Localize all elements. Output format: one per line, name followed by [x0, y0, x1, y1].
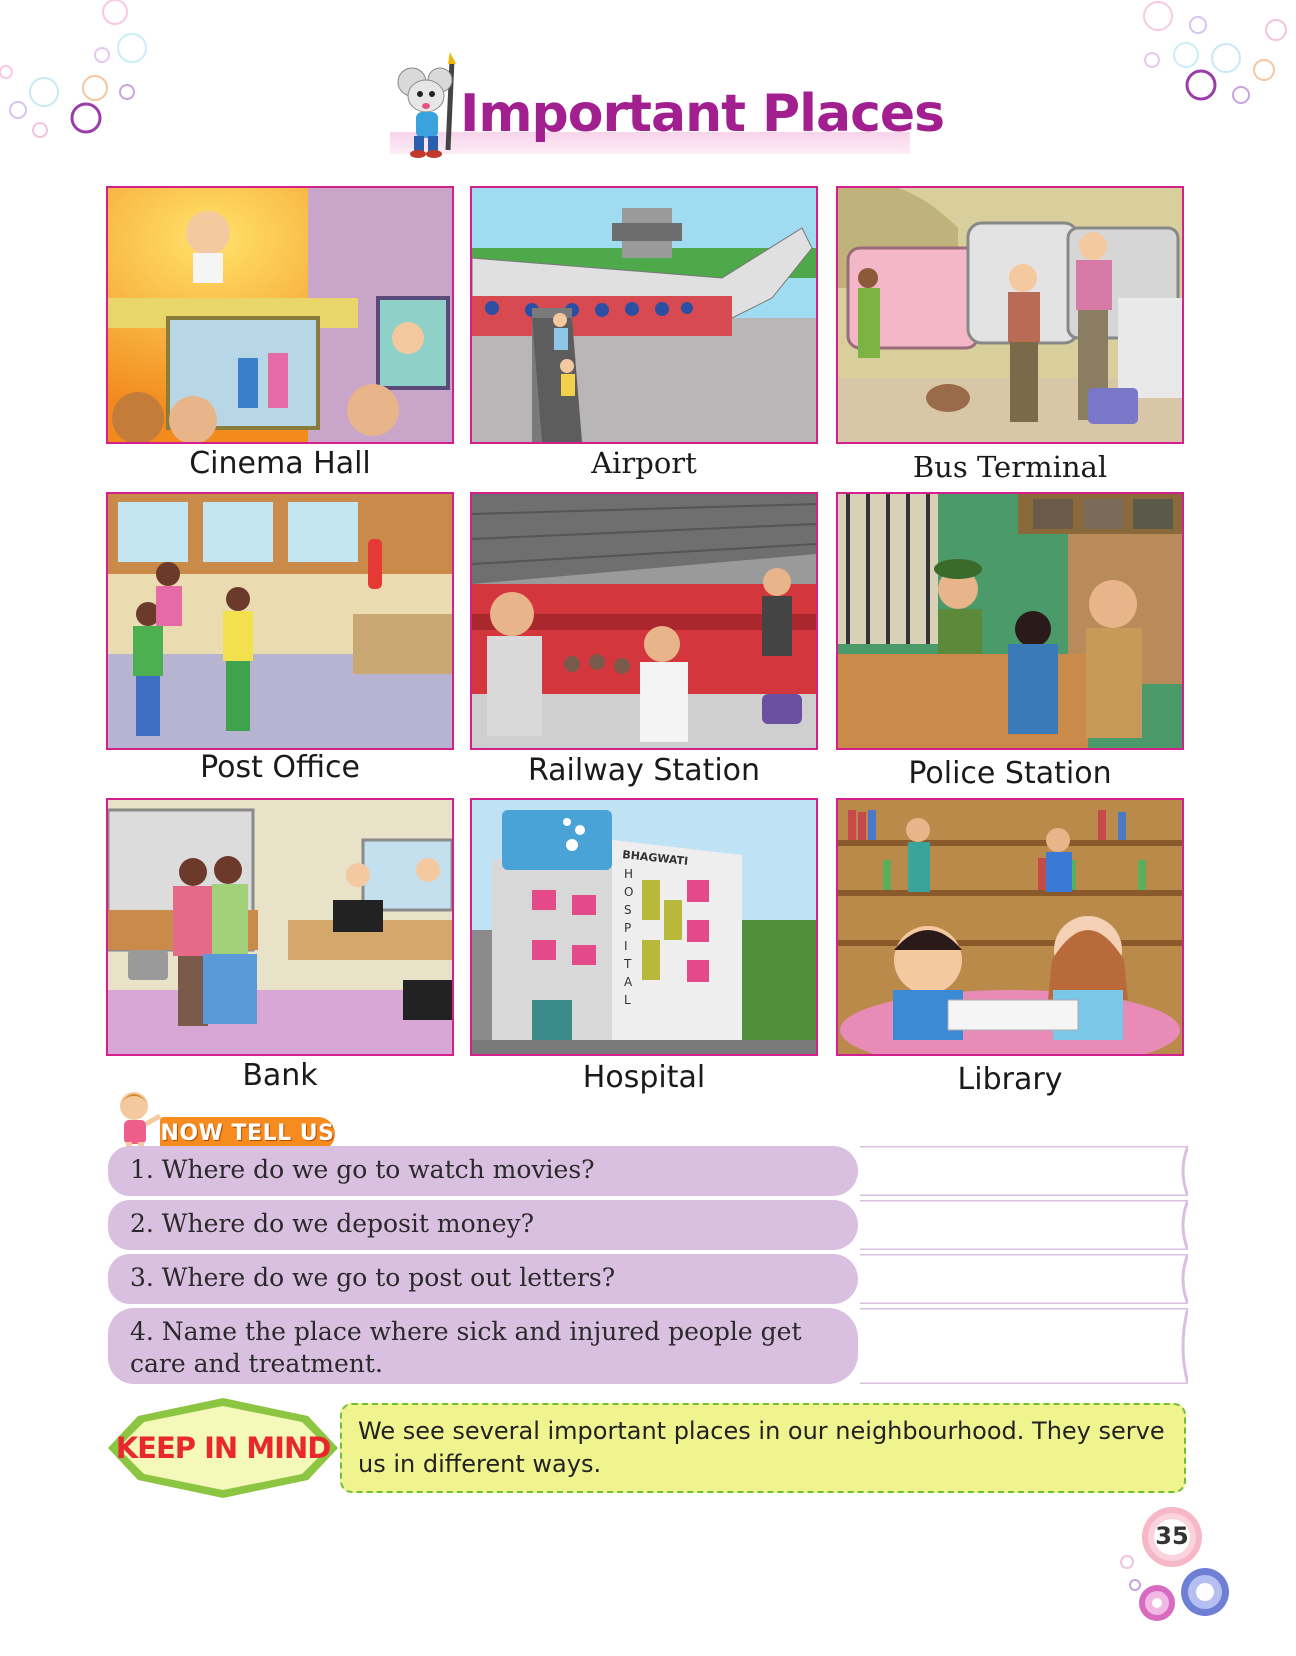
hospital-sign-letter: T: [624, 957, 632, 971]
caption-police-station: Police Station: [908, 756, 1112, 791]
question-row-4: [108, 1308, 1188, 1384]
keep-in-mind-label: KEEP IN MIND: [115, 1431, 331, 1465]
page-header: [390, 50, 945, 165]
hospital-sign-letter: O: [624, 885, 634, 899]
caption-hospital: Hospital: [582, 1060, 706, 1095]
question-text: 3. Where do we go to post out letters?: [130, 1263, 616, 1292]
answer-field-1[interactable]: [860, 1146, 1188, 1196]
library-illustration: [836, 798, 1184, 1056]
caption-railway-station: Railway Station: [527, 753, 761, 788]
hospital-sign-letter: I: [624, 939, 628, 953]
caption-post-office: Post Office: [200, 750, 360, 785]
answer-field-2[interactable]: [860, 1200, 1188, 1250]
hospital-sign-letter: H: [624, 867, 634, 881]
hospital-sign-letter: L: [624, 993, 631, 1007]
caption-cinema-hall: Cinema Hall: [189, 446, 371, 481]
keep-in-mind-note: [340, 1403, 1186, 1493]
answer-field-4[interactable]: [860, 1308, 1188, 1384]
bus-terminal-illustration: [836, 186, 1184, 444]
decorative-bubbles-right: [1136, 0, 1296, 150]
question-text: 4. Name the place where sick and injured people get care and treatment.: [130, 1317, 802, 1378]
caption-bus-terminal: Bus Terminal: [912, 450, 1108, 484]
page-number: 35: [1155, 1522, 1189, 1550]
keep-in-mind-badge: [108, 1398, 338, 1498]
keep-in-mind-text: We see several important places in our neighbourhood. They serve us in different ways.: [358, 1417, 1165, 1478]
police-station-illustration: [836, 492, 1184, 750]
question-row-2: [108, 1200, 1188, 1250]
hospital-sign-letter: A: [624, 975, 633, 989]
page-title: Important Places: [460, 84, 945, 144]
decorative-bubbles-left: [0, 0, 160, 150]
airport-illustration: [470, 186, 818, 444]
question-text: 2. Where do we deposit money?: [130, 1209, 535, 1238]
caption-airport: Airport: [591, 446, 697, 480]
bank-illustration: [106, 798, 454, 1056]
page-number-badge: [1115, 1500, 1255, 1640]
answer-field-3[interactable]: [860, 1254, 1188, 1304]
flower-decoration-icon: [1115, 1500, 1255, 1640]
post-office-illustration: [106, 492, 454, 750]
question-text: 1. Where do we go to watch movies?: [130, 1155, 595, 1184]
caption-bank: Bank: [242, 1058, 318, 1093]
hospital-sign-letter: S: [624, 903, 632, 917]
now-tell-us-badge: [112, 1088, 334, 1152]
question-row-3: [108, 1254, 1188, 1304]
hospital-illustration: [470, 798, 818, 1056]
hospital-sign-name: BHAGWATI: [621, 848, 689, 868]
hospital-sign-letter: P: [624, 921, 632, 935]
girl-mascot-icon: [112, 1088, 170, 1152]
cinema-hall-illustration: [106, 186, 454, 444]
caption-library: Library: [957, 1062, 1063, 1097]
railway-station-illustration: [470, 492, 818, 750]
now-tell-us-label: NOW TELL US: [160, 1117, 335, 1151]
question-row-1: [108, 1146, 1188, 1196]
